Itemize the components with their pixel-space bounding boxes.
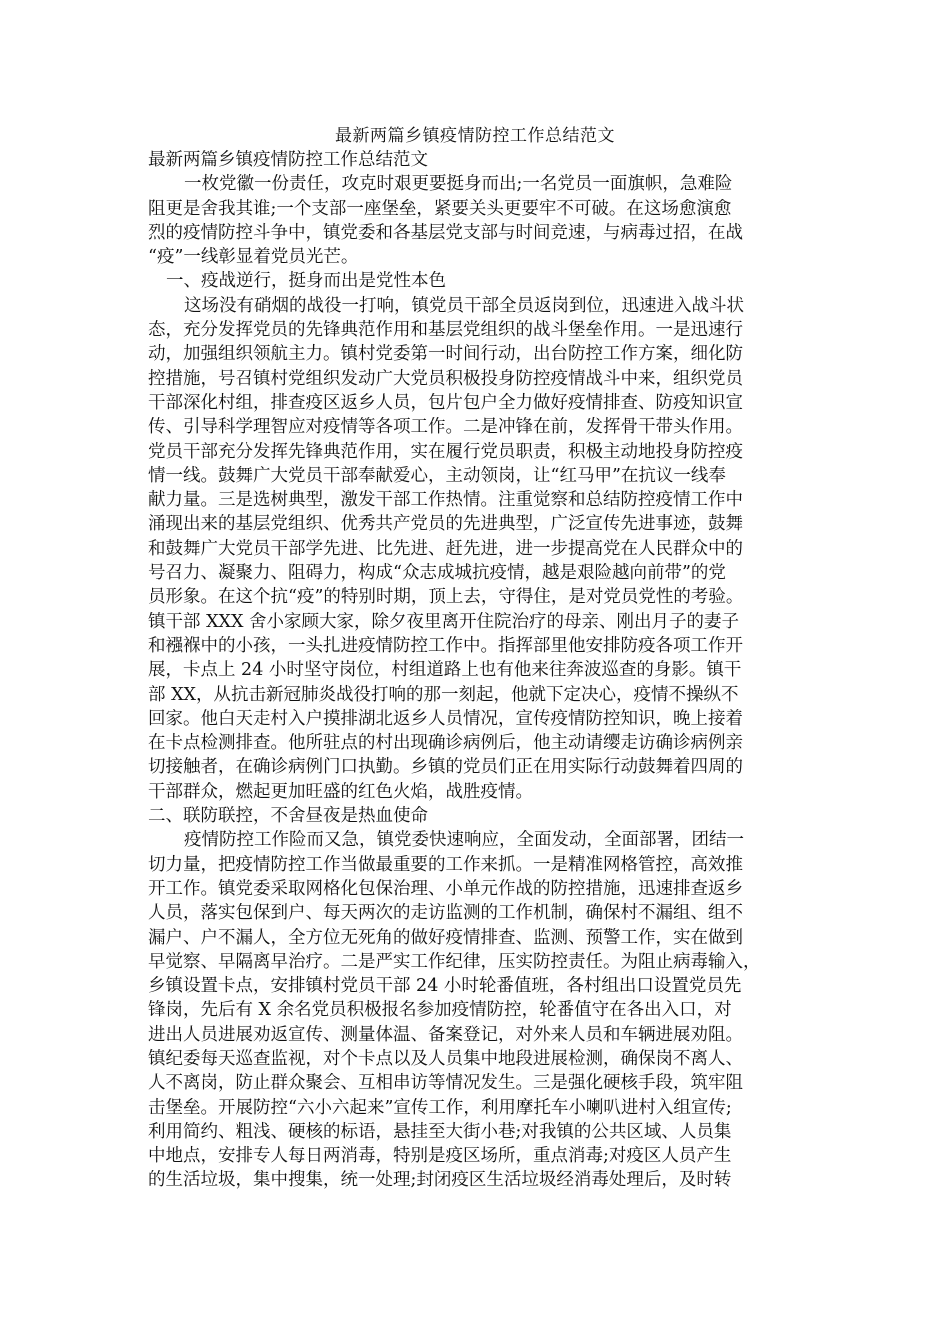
text-line: 中地点，安排专人每日两消毒，特别是疫区场所，重点消毒;对疫区人员产生 bbox=[148, 1146, 732, 1167]
text-line: 镇纪委每天巡查监视，对个卡点以及人员集中地段进展检测，确保岗不离人、 bbox=[148, 1048, 743, 1069]
text-line: 乡镇设置卡点，安排镇村党员干部 24 小时轮番值班，各村组出口设置党员先 bbox=[148, 976, 742, 997]
text-line: 干部群众，燃起更加旺盛的红色火焰，战胜疫情。 bbox=[148, 781, 533, 802]
text-line: 态，充分发挥党员的先锋典范作用和基层党组织的战斗堡垒作用。一是迅速行 bbox=[148, 320, 743, 341]
text-line: 展，卡点上 24 小时坚守岗位，村组道路上也有他来往奔波巡查的身影。镇干 bbox=[148, 660, 742, 681]
text-line: 镇干部 XXX 舍小家顾大家，除夕夜里离开住院治疗的母亲、刚出月子的妻子 bbox=[148, 611, 739, 632]
text-line: 情一线。鼓舞广大党员干部奉献爱心，主动领岗，让“红马甲”在抗议一线奉 bbox=[148, 465, 726, 486]
text-line: 最新两篇乡镇疫情防控工作总结范文 bbox=[148, 150, 428, 170]
text-line: 一枚党徽一份责任，攻克时艰更要挺身而出;一名党员一面旗帜，急难险 bbox=[184, 174, 733, 195]
text-line: 的生活垃圾，集中搜集，统一处理;封闭疫区生活垃圾经消毒处理后，及时转 bbox=[148, 1170, 732, 1191]
document-title: 最新两篇乡镇疫情防控工作总结范文 bbox=[335, 126, 615, 146]
text-line: 击堡垒。开展防控“六小六起来”宣传工作，利用摩托车小喇叭进村入组宣传; bbox=[148, 1097, 732, 1118]
text-line: 锋岗，先后有 X 余名党员积极报名参加疫情防控，轮番值守在各出入口，对 bbox=[148, 1000, 732, 1021]
text-line: 动，加强组织领航主力。镇村党委第一时间行动，出台防控工作方案，细化防 bbox=[148, 344, 743, 365]
document-body bbox=[148, 148, 806, 1193]
text-line: 人员，落实包保到户、每天两次的走访监测的工作机制，确保村不漏组、组不 bbox=[148, 903, 743, 924]
text-line: 漏户、户不漏人，全方位无死角的做好疫情排查、监测、预警工作，实在做到 bbox=[148, 927, 743, 948]
text-line: “疫”一线彰显着党员光芒。 bbox=[148, 247, 359, 268]
text-line: 回家。他白天走村入户摸排湖北返乡人员情况，宣传疫情防控知识，晚上接着 bbox=[148, 708, 743, 729]
text-line: 烈的疫情防控斗争中，镇党委和各基层党支部与时间竞速，与病毒过招，在战 bbox=[148, 222, 743, 243]
text-line: 人不离岗，防止群众聚会、互相串访等情况发生。三是强化硬核手段，筑牢阻 bbox=[148, 1073, 743, 1094]
text-line: 献力量。三是选树典型，激发干部工作热情。注重觉察和总结防控疫情工作中 bbox=[148, 490, 743, 511]
text-line: 开工作。镇党委采取网格化包保治理、小单元作战的防控措施，迅速排查返乡 bbox=[148, 878, 743, 899]
text-line: 干部深化村组，排查疫区返乡人员，包片包户全力做好疫情排查、防疫知识宣 bbox=[148, 392, 743, 413]
text-line: 阻更是舍我其谁;一个支部一座堡垒，紧要关头更要牢不可破。在这场愈演愈 bbox=[148, 198, 732, 219]
text-line: 切接触者，在确诊病例门口执勤。乡镇的党员们正在用实际行动鼓舞着四周的 bbox=[148, 757, 743, 778]
text-line: 进出人员进展劝返宣传、测量体温、备案登记，对外来人员和车辆进展劝阻。 bbox=[148, 1024, 743, 1045]
text-line: 在卡点检测排查。他所驻点的村出现确诊病例后，他主动请缨走访确诊病例亲 bbox=[148, 733, 743, 754]
text-line: 员形象。在这个抗“疫”的特别时期，顶上去，守得住，是对党员党性的考验。 bbox=[148, 587, 744, 608]
text-line: 涌现出来的基层党组织、优秀共产党员的先进典型，广泛宣传先进事迹，鼓舞 bbox=[148, 514, 743, 535]
text-line: 党员干部充分发挥先锋典范作用，实在履行党员职责，积极主动地投身防控疫 bbox=[148, 441, 743, 462]
text-line: 这场没有硝烟的战役一打响，镇党员干部全员返岗到位，迅速进入战斗状 bbox=[184, 295, 744, 316]
text-line: 和鼓舞广大党员干部学先进、比先进、赶先进，进一步提高党在人民群众中的 bbox=[148, 538, 743, 559]
text-line: 号召力、凝聚力、阻碍力，构成“众志成城抗疫情，越是艰险越向前带”的党 bbox=[148, 563, 726, 584]
text-line: 早觉察、早隔离早治疗。二是严实工作纪律，压实防控责任。为阻止病毒输入， bbox=[148, 951, 761, 972]
text-line: 部 XX，从抗击新冠肺炎战役打响的那一刻起，他就下定决心，疫情不操纵不 bbox=[148, 684, 739, 705]
text-line: 利用简约、粗浅、硬核的标语，悬挂至大街小巷;对我镇的公共区域、人员集 bbox=[148, 1121, 732, 1142]
text-line: 传、引导科学理智应对疫情等各项工作。二是冲锋在前，发挥骨干带头作用。 bbox=[148, 417, 743, 438]
text-line: 二、联防联控，不舍昼夜是热血使命 bbox=[148, 806, 428, 827]
text-line: 控措施，号召镇村党组织发动广大党员积极投身防控疫情战斗中来，组织党员 bbox=[148, 368, 743, 389]
text-line: 切力量，把疫情防控工作当做最重要的工作来抓。一是精准网格管控，高效推 bbox=[148, 854, 743, 875]
text-line: 一、疫战逆行，挺身而出是党性本色 bbox=[166, 271, 446, 292]
text-line: 和襁褓中的小孩，一头扎进疫情防控工作中。指挥部里他安排防疫各项工作开 bbox=[148, 635, 743, 656]
text-line: 疫情防控工作险而又急，镇党委快速响应，全面发动，全面部署，团结一 bbox=[184, 830, 744, 851]
